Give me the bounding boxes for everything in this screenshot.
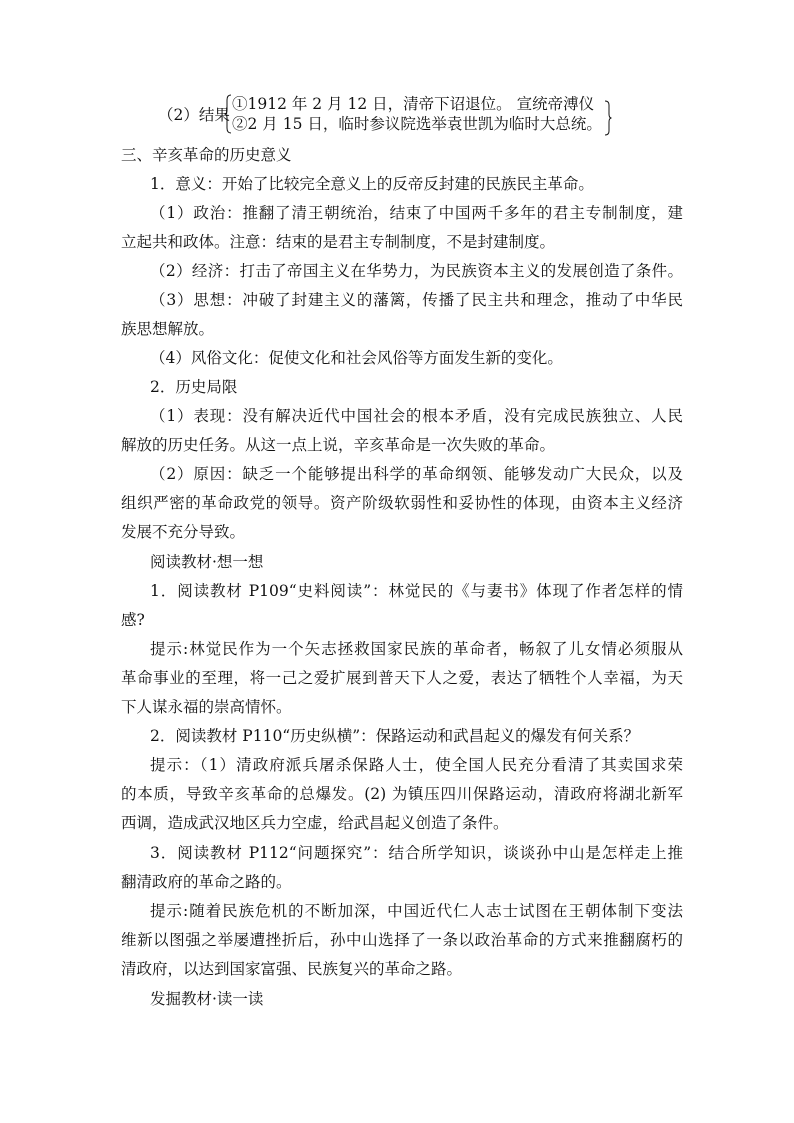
- reading-heading: 阅读教材·想一想: [150, 553, 264, 571]
- answer-2-line-1: 提示：（1）清政府派兵屠杀保路人士，使全国人民充分看清了其卖国求荣: [150, 756, 683, 774]
- question-2: 2．阅读教材 P110“历史纵横”：保路运动和武昌起义的爆发有何关系？: [150, 727, 640, 745]
- custom-line: （4）风俗文化：促使文化和社会风俗等方面发生新的变化。: [150, 349, 563, 367]
- result-label: （2）结果: [158, 106, 230, 124]
- expression-line-2: 解放的历史任务。从这一点上说，辛亥革命是一次失败的革命。: [121, 436, 556, 454]
- question-3-line-2: 翻清政府的革命之路的。: [121, 873, 292, 891]
- answer-2-line-3: 西调，造成武汉地区兵力空虚，给武昌起义创造了条件。: [121, 814, 509, 832]
- right-brace: [604, 100, 612, 136]
- expression-line-1: （1）表现：没有解决近代中国社会的根本矛盾，没有完成民族独立、人民: [150, 407, 683, 425]
- question-1-line-2: 感?: [121, 611, 145, 629]
- politics-line-2: 立起共和政体。注意：结束的是君主专制制度，不是封建制度。: [121, 233, 556, 251]
- limitation-item: 2．历史局限: [150, 378, 238, 396]
- economy-line: （2）经济：打击了帝国主义在华势力，为民族资本主义的发展创造了条件。: [150, 262, 683, 280]
- left-brace: [224, 94, 232, 134]
- section-heading: 三、辛亥革命的历史意义: [121, 146, 292, 164]
- answer-1-line-2: 革命事业的至理，将一己之爱扩展到普天下人之爱，表达了牺牲个人幸福，为天: [121, 669, 683, 687]
- thought-line-1: （3）思想：冲破了封建主义的藩篱，传播了民主共和理念，推动了中华民: [150, 291, 683, 309]
- reason-line-2: 组织严密的革命政党的领导。资产阶级软弱性和妥协性的体现，由资本主义经济: [121, 494, 683, 512]
- answer-1-line-3: 下人谋永福的崇高情怀。: [121, 698, 292, 716]
- thought-line-2: 族思想解放。: [121, 320, 215, 338]
- explore-heading: 发掘教材·读一读: [150, 990, 264, 1008]
- reason-line-1: （2）原因：缺乏一个能够提出科学的革命纲领、能够发动广大民众，以及: [150, 465, 683, 483]
- answer-2-line-2: 的本质，导致辛亥革命的总爆发。(2) 为镇压四川保路运动，清政府将湖北新军: [121, 785, 683, 803]
- answer-3-line-3: 清政府，以达到国家富强、民族复兴的革命之路。: [121, 960, 463, 978]
- significance-item: 1．意义：开始了比较完全意义上的反帝反封建的民族民主革命。: [150, 175, 594, 193]
- answer-3-line-2: 维新以图强之举屡遭挫折后，孙中山选择了一条以政治革命的方式来推翻腐朽的: [121, 931, 683, 949]
- answer-3-line-1: 提示:随着民族危机的不断加深，中国近代仁人志士试图在王朝体制下变法: [150, 902, 683, 920]
- question-1-line-1: 1．阅读教材 P109“史料阅读”：林觉民的《与妻书》体现了作者怎样的情: [150, 582, 683, 600]
- question-3-line-1: 3．阅读教材 P112“问题探究”：结合所学知识，谈谈孙中山是怎样走上推: [150, 844, 683, 862]
- result-line-1: ①1912 年 2 月 12 日，清帝下诏退位。 宣统帝溥仪: [232, 95, 595, 113]
- politics-line-1: （1）政治：推翻了清王朝统治，结束了中国两千多年的君主专制制度，建: [150, 204, 683, 222]
- answer-1-line-1: 提示:林觉民作为一个矢志拯救国家民族的革命者，畅叙了儿女情必须服从: [150, 640, 683, 658]
- result-line-2: ②2 月 15 日，临时参议院选举袁世凯为临时大总统。: [232, 115, 602, 133]
- reason-line-3: 发展不充分导致。: [121, 523, 246, 541]
